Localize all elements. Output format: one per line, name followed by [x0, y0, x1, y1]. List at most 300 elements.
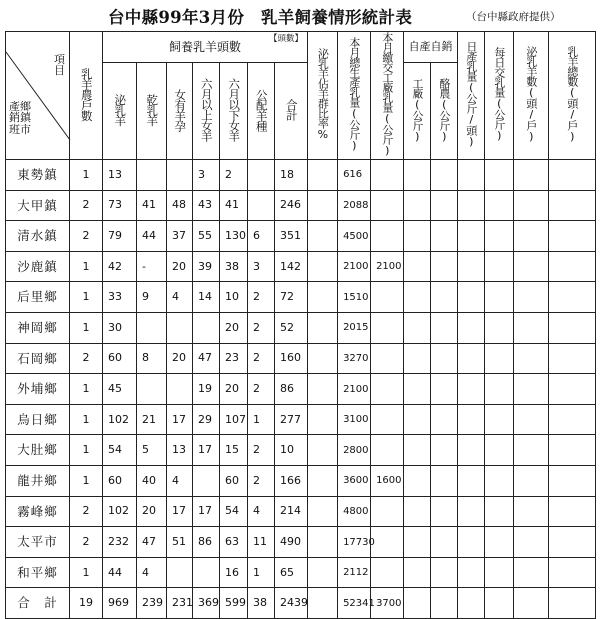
- cell-buck: 2: [248, 282, 275, 313]
- table-row: [6, 190, 596, 221]
- header-monthly-prod: 本月總生產乳量(公斤): [338, 32, 371, 160]
- cell-ratio: [308, 527, 338, 558]
- header-self-factory: 工廠(公斤): [404, 63, 431, 160]
- empty-cell: [458, 343, 485, 374]
- empty-cell: [404, 435, 431, 466]
- header-farms: 乳羊農戶數: [70, 32, 103, 160]
- header-ratio: 泌乳羊佔羊群比率%: [308, 32, 338, 160]
- cell-dry: [137, 374, 167, 405]
- empty-cell: [404, 251, 431, 282]
- cell-farms: 2: [70, 527, 103, 558]
- total-row: [6, 588, 596, 619]
- cell-up: 14: [193, 282, 220, 313]
- empty-cell: [549, 190, 596, 221]
- cell-prod: 2100: [338, 251, 371, 282]
- township-name: 東勢鎮: [6, 160, 70, 191]
- header-group-goats: 飼養乳羊頭數 【頭數】: [103, 32, 308, 63]
- cell-up: 43: [193, 190, 220, 221]
- empty-cell: [458, 313, 485, 344]
- cell-dry: 44: [137, 221, 167, 252]
- cell-farms: 1: [70, 404, 103, 435]
- empty-cell: [485, 251, 514, 282]
- empty-cell: [458, 527, 485, 558]
- empty-cell: [458, 466, 485, 497]
- empty-cell: [431, 221, 458, 252]
- empty-cell: [404, 190, 431, 221]
- cell-preg: [167, 160, 193, 191]
- cell-total: 166: [275, 466, 308, 497]
- empty-cell: [458, 404, 485, 435]
- cell-preg: 51: [167, 527, 193, 558]
- empty-cell: [404, 313, 431, 344]
- empty-cell: [549, 435, 596, 466]
- table-row: [6, 251, 596, 282]
- table-row: [6, 404, 596, 435]
- cell-farms: 19: [70, 588, 103, 619]
- table-row: [6, 466, 596, 497]
- cell-down: 38: [220, 251, 248, 282]
- row-label: 產鄉 銷鎮 班市: [9, 99, 31, 136]
- table-row: [6, 435, 596, 466]
- cell-deliv: 1600: [371, 466, 404, 497]
- cell-preg: 20: [167, 251, 193, 282]
- empty-cell: [458, 160, 485, 191]
- cell-down: 15: [220, 435, 248, 466]
- cell-ratio: [308, 282, 338, 313]
- header-row-1: [6, 32, 596, 63]
- empty-cell: [514, 527, 549, 558]
- cell-deliv: [371, 404, 404, 435]
- empty-cell: [549, 374, 596, 405]
- cell-buck: 2: [248, 466, 275, 497]
- cell-dry: 239: [137, 588, 167, 619]
- cell-buck: 4: [248, 496, 275, 527]
- cell-buck: [248, 160, 275, 191]
- empty-cell: [549, 313, 596, 344]
- statistics-table-frame: [5, 31, 595, 611]
- cell-farms: 2: [70, 496, 103, 527]
- cell-up: 17: [193, 435, 220, 466]
- cell-milking: 44: [103, 557, 137, 588]
- cell-ratio: [308, 343, 338, 374]
- cell-prod: 1510: [338, 282, 371, 313]
- table-title: 台中縣99年3月份 乳羊飼養情形統計表: [108, 8, 413, 27]
- empty-cell: [404, 160, 431, 191]
- cell-prod: 2800: [338, 435, 371, 466]
- cell-buck: 2: [248, 343, 275, 374]
- cell-deliv: [371, 496, 404, 527]
- township-name: 龍井鄉: [6, 466, 70, 497]
- empty-cell: [485, 282, 514, 313]
- cell-dry: 9: [137, 282, 167, 313]
- header-6m-down: 六月以下女羊: [220, 63, 248, 160]
- cell-total: 277: [275, 404, 308, 435]
- table-row: [6, 282, 596, 313]
- header-pregnant: 女有羊孕: [167, 63, 193, 160]
- cell-down: 2: [220, 160, 248, 191]
- empty-cell: [458, 496, 485, 527]
- empty-cell: [514, 190, 549, 221]
- table-row: [6, 527, 596, 558]
- cell-preg: [167, 557, 193, 588]
- empty-cell: [485, 557, 514, 588]
- empty-cell: [485, 496, 514, 527]
- cell-farms: 1: [70, 435, 103, 466]
- cell-ratio: [308, 404, 338, 435]
- cell-milking: 13: [103, 160, 137, 191]
- empty-cell: [431, 588, 458, 619]
- empty-cell: [549, 282, 596, 313]
- cell-farms: 1: [70, 282, 103, 313]
- cell-milking: 102: [103, 404, 137, 435]
- cell-ratio: [308, 251, 338, 282]
- cell-prod: 2100: [338, 374, 371, 405]
- header-per-total: 乳羊總數(頭/戶): [549, 32, 596, 160]
- source-note: （台中縣政府提供）: [466, 11, 561, 23]
- cell-buck: 1: [248, 557, 275, 588]
- cell-up: [193, 313, 220, 344]
- cell-farms: 1: [70, 557, 103, 588]
- empty-cell: [458, 588, 485, 619]
- township-name: 大肚鄉: [6, 435, 70, 466]
- cell-down: 41: [220, 190, 248, 221]
- empty-cell: [431, 343, 458, 374]
- cell-up: 55: [193, 221, 220, 252]
- empty-cell: [485, 221, 514, 252]
- cell-milking: 30: [103, 313, 137, 344]
- cell-deliv: [371, 435, 404, 466]
- cell-buck: 6: [248, 221, 275, 252]
- empty-cell: [549, 404, 596, 435]
- cell-down: 23: [220, 343, 248, 374]
- cell-down: 54: [220, 496, 248, 527]
- cell-deliv: [371, 557, 404, 588]
- cell-down: 130: [220, 221, 248, 252]
- cell-total: 72: [275, 282, 308, 313]
- empty-cell: [485, 313, 514, 344]
- header-6m-up: 六月以上女羊: [193, 63, 220, 160]
- cell-prod: 17730: [338, 527, 371, 558]
- empty-cell: [485, 190, 514, 221]
- cell-down: 20: [220, 313, 248, 344]
- cell-buck: [248, 190, 275, 221]
- cell-deliv: 2100: [371, 251, 404, 282]
- cell-ratio: [308, 588, 338, 619]
- header-per-milking: 泌乳羊數(頭/戶): [514, 32, 549, 160]
- cell-milking: 969: [103, 588, 137, 619]
- cell-preg: [167, 374, 193, 405]
- cell-preg: 4: [167, 466, 193, 497]
- empty-cell: [458, 251, 485, 282]
- cell-ratio: [308, 557, 338, 588]
- cell-buck: 2: [248, 374, 275, 405]
- cell-dry: 40: [137, 466, 167, 497]
- table-row: [6, 496, 596, 527]
- empty-cell: [514, 313, 549, 344]
- empty-cell: [404, 527, 431, 558]
- cell-farms: 1: [70, 374, 103, 405]
- header-total: 合計: [275, 63, 308, 160]
- table-row: [6, 313, 596, 344]
- cell-dry: 5: [137, 435, 167, 466]
- cell-down: 10: [220, 282, 248, 313]
- cell-farms: 2: [70, 221, 103, 252]
- cell-up: [193, 557, 220, 588]
- header-self-cheese: 酪農(公斤): [431, 63, 458, 160]
- empty-cell: [458, 282, 485, 313]
- empty-cell: [404, 466, 431, 497]
- cell-prod: 4800: [338, 496, 371, 527]
- empty-cell: [549, 221, 596, 252]
- cell-buck: 1: [248, 404, 275, 435]
- cell-total: 490: [275, 527, 308, 558]
- empty-cell: [514, 588, 549, 619]
- cell-deliv: [371, 221, 404, 252]
- header-daily-prod: 日產乳量(公斤/頭): [458, 32, 485, 160]
- empty-cell: [485, 374, 514, 405]
- township-name: 烏日鄉: [6, 404, 70, 435]
- cell-milking: 60: [103, 466, 137, 497]
- cell-dry: 21: [137, 404, 167, 435]
- empty-cell: [431, 435, 458, 466]
- header-daily-deliv: 每日交乳量(公斤): [485, 32, 514, 160]
- empty-cell: [514, 343, 549, 374]
- empty-cell: [431, 251, 458, 282]
- table-row: [6, 557, 596, 588]
- empty-cell: [458, 221, 485, 252]
- township-name: 和平鄉: [6, 557, 70, 588]
- empty-cell: [431, 404, 458, 435]
- cell-up: 17: [193, 496, 220, 527]
- table-row: [6, 343, 596, 374]
- empty-cell: [431, 160, 458, 191]
- cell-dry: 8: [137, 343, 167, 374]
- cell-preg: [167, 313, 193, 344]
- empty-cell: [404, 404, 431, 435]
- cell-milking: 54: [103, 435, 137, 466]
- empty-cell: [514, 282, 549, 313]
- empty-cell: [549, 527, 596, 558]
- empty-cell: [404, 282, 431, 313]
- empty-cell: [485, 466, 514, 497]
- cell-prod: 4500: [338, 221, 371, 252]
- empty-cell: [431, 557, 458, 588]
- cell-buck: 11: [248, 527, 275, 558]
- cell-buck: 2: [248, 313, 275, 344]
- empty-cell: [549, 160, 596, 191]
- empty-cell: [485, 435, 514, 466]
- cell-total: 18: [275, 160, 308, 191]
- cell-milking: 73: [103, 190, 137, 221]
- township-name: 神岡鄉: [6, 313, 70, 344]
- cell-milking: 33: [103, 282, 137, 313]
- empty-cell: [514, 160, 549, 191]
- empty-cell: [549, 466, 596, 497]
- cell-total: 142: [275, 251, 308, 282]
- cell-dry: 20: [137, 496, 167, 527]
- cell-preg: 231: [167, 588, 193, 619]
- cell-farms: 1: [70, 251, 103, 282]
- empty-cell: [458, 435, 485, 466]
- table-row: [6, 374, 596, 405]
- cell-deliv: [371, 313, 404, 344]
- cell-up: 19: [193, 374, 220, 405]
- township-name: 清水鎮: [6, 221, 70, 252]
- empty-cell: [431, 374, 458, 405]
- empty-cell: [431, 527, 458, 558]
- cell-up: 86: [193, 527, 220, 558]
- header-milking: 泌乳羊: [103, 63, 137, 160]
- cell-total: 246: [275, 190, 308, 221]
- header-monthly-deliv: 本月繳交工廠乳量(公斤): [371, 32, 404, 160]
- cell-up: 369: [193, 588, 220, 619]
- township-name: 沙鹿鎮: [6, 251, 70, 282]
- empty-cell: [404, 374, 431, 405]
- cell-ratio: [308, 221, 338, 252]
- cell-dry: [137, 160, 167, 191]
- cell-ratio: [308, 496, 338, 527]
- cell-down: 107: [220, 404, 248, 435]
- empty-cell: [549, 251, 596, 282]
- empty-cell: [404, 496, 431, 527]
- cell-down: 16: [220, 557, 248, 588]
- cell-farms: 2: [70, 190, 103, 221]
- cell-deliv: [371, 160, 404, 191]
- cell-preg: 17: [167, 496, 193, 527]
- empty-cell: [404, 557, 431, 588]
- empty-cell: [458, 190, 485, 221]
- cell-total: 160: [275, 343, 308, 374]
- table-row: [6, 160, 596, 191]
- township-name: 石岡鄉: [6, 343, 70, 374]
- empty-cell: [431, 190, 458, 221]
- empty-cell: [549, 496, 596, 527]
- cell-ratio: [308, 374, 338, 405]
- empty-cell: [404, 588, 431, 619]
- cell-deliv: [371, 374, 404, 405]
- empty-cell: [514, 435, 549, 466]
- empty-cell: [485, 527, 514, 558]
- cell-down: 63: [220, 527, 248, 558]
- cell-ratio: [308, 313, 338, 344]
- cell-prod: 52341: [338, 588, 371, 619]
- cell-down: 20: [220, 374, 248, 405]
- empty-cell: [458, 557, 485, 588]
- cell-total: 10: [275, 435, 308, 466]
- cell-dry: 47: [137, 527, 167, 558]
- cell-up: 47: [193, 343, 220, 374]
- header-dry: 乾乳羊: [137, 63, 167, 160]
- cell-total: 86: [275, 374, 308, 405]
- cell-prod: 2088: [338, 190, 371, 221]
- total-label: 合 計: [6, 588, 70, 619]
- cell-ratio: [308, 190, 338, 221]
- township-name: 外埔鄉: [6, 374, 70, 405]
- table-body: [6, 160, 596, 619]
- cell-total: 65: [275, 557, 308, 588]
- table-row: [6, 221, 596, 252]
- cell-prod: 2112: [338, 557, 371, 588]
- corner-header: [6, 32, 70, 160]
- empty-cell: [485, 160, 514, 191]
- empty-cell: [458, 374, 485, 405]
- cell-farms: 1: [70, 160, 103, 191]
- cell-deliv: [371, 527, 404, 558]
- cell-prod: 616: [338, 160, 371, 191]
- cell-ratio: [308, 435, 338, 466]
- cell-buck: 3: [248, 251, 275, 282]
- cell-milking: 60: [103, 343, 137, 374]
- empty-cell: [485, 343, 514, 374]
- cell-total: 214: [275, 496, 308, 527]
- empty-cell: [431, 496, 458, 527]
- item-label: 項 目: [54, 52, 65, 78]
- header-self-sale: 自產自銷: [404, 32, 458, 63]
- cell-preg: 48: [167, 190, 193, 221]
- cell-milking: 42: [103, 251, 137, 282]
- cell-up: 3: [193, 160, 220, 191]
- cell-total: 2439: [275, 588, 308, 619]
- cell-dry: 4: [137, 557, 167, 588]
- cell-ratio: [308, 466, 338, 497]
- cell-prod: 3100: [338, 404, 371, 435]
- township-name: 太平市: [6, 527, 70, 558]
- empty-cell: [514, 466, 549, 497]
- empty-cell: [514, 404, 549, 435]
- empty-cell: [431, 313, 458, 344]
- empty-cell: [549, 557, 596, 588]
- cell-farms: 2: [70, 343, 103, 374]
- cell-dry: -: [137, 251, 167, 282]
- cell-milking: 102: [103, 496, 137, 527]
- empty-cell: [514, 221, 549, 252]
- cell-dry: 41: [137, 190, 167, 221]
- cell-prod: 2015: [338, 313, 371, 344]
- cell-preg: 37: [167, 221, 193, 252]
- cell-preg: 13: [167, 435, 193, 466]
- cell-buck: 38: [248, 588, 275, 619]
- empty-cell: [514, 251, 549, 282]
- empty-cell: [549, 588, 596, 619]
- empty-cell: [431, 466, 458, 497]
- title-bar: [0, 4, 600, 28]
- cell-prod: 3270: [338, 343, 371, 374]
- goat-statistics-table: [5, 31, 596, 619]
- cell-preg: 20: [167, 343, 193, 374]
- township-name: 大甲鎮: [6, 190, 70, 221]
- cell-deliv: 3700: [371, 588, 404, 619]
- cell-buck: 2: [248, 435, 275, 466]
- empty-cell: [485, 588, 514, 619]
- cell-preg: 17: [167, 404, 193, 435]
- cell-up: [193, 466, 220, 497]
- cell-up: 39: [193, 251, 220, 282]
- cell-dry: [137, 313, 167, 344]
- township-name: 霧峰鄉: [6, 496, 70, 527]
- cell-deliv: [371, 282, 404, 313]
- cell-preg: 4: [167, 282, 193, 313]
- empty-cell: [431, 282, 458, 313]
- cell-prod: 3600: [338, 466, 371, 497]
- cell-down: 60: [220, 466, 248, 497]
- cell-total: 52: [275, 313, 308, 344]
- empty-cell: [514, 496, 549, 527]
- cell-milking: 232: [103, 527, 137, 558]
- township-name: 后里鄉: [6, 282, 70, 313]
- cell-ratio: [308, 160, 338, 191]
- empty-cell: [485, 404, 514, 435]
- cell-down: 599: [220, 588, 248, 619]
